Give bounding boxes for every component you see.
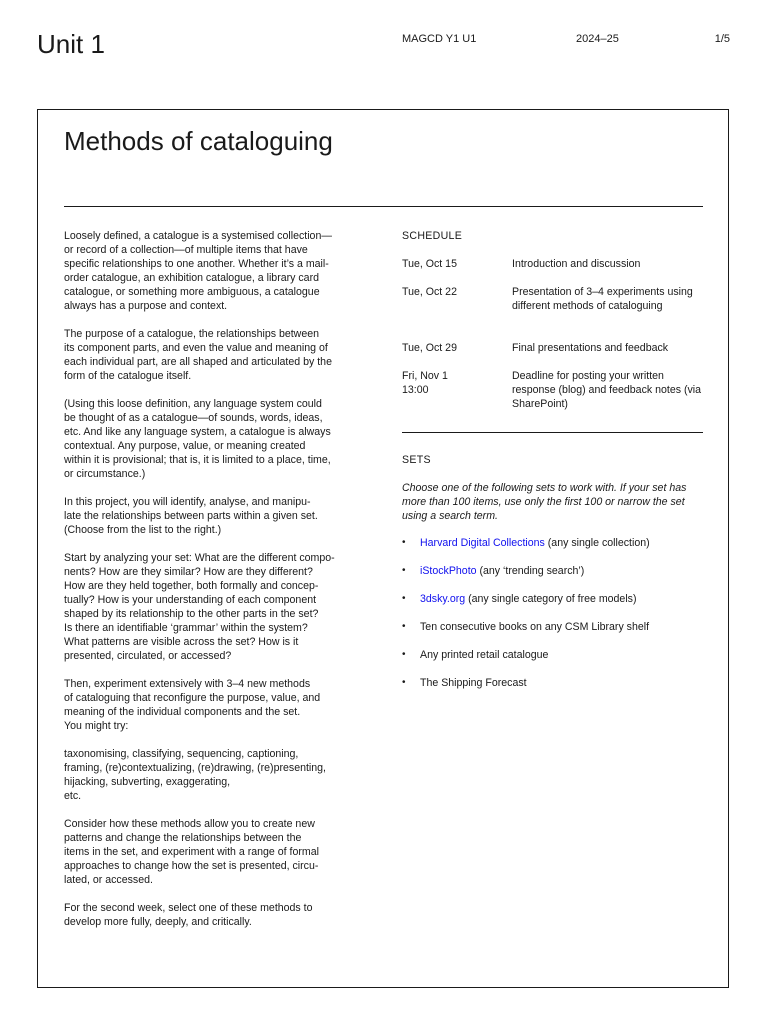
schedule-date: Tue, Oct 22 <box>402 286 457 298</box>
title-divider <box>64 206 703 207</box>
body-paragraph: Loosely defined, a catalogue is a systemised collection— or record of a collection—of multiple items that have specific relationships to one another. Whether it’s a mail- order catalogue, an exhibition catalogue, a library card catalogue, or something more ambiguous, a catalogue always has a purpose and context. <box>64 230 332 312</box>
set-item-text <box>420 564 703 578</box>
bullet-icon: • <box>402 593 406 604</box>
page-title: Methods of cataloguing <box>64 126 333 156</box>
body-paragraph: (Using this loose definition, any language system could be thought of as a catalogue—of sounds, words, ideas, etc. And like any language system, a catalogue is always contextual. Any purpose, value, or meaning created within it is provisional; that is, it is limited to a place, time, or circumstance.) <box>64 398 331 480</box>
set-item-note: (any single collection) <box>544 537 650 549</box>
body-paragraph: Then, experiment extensively with 3–4 new methods of cataloguing that reconfigure the purpose, value, and meaning of the individual components and the set. You might try: <box>64 678 321 732</box>
set-item-note: (any single category of free models) <box>465 593 637 605</box>
schedule-description: Final presentations and feedback <box>512 342 669 354</box>
set-item-text <box>420 536 703 550</box>
bullet-icon: • <box>402 565 406 576</box>
body-paragraph: For the second week, select one of these methods to develop more fully, deeply, and critically. <box>64 902 313 928</box>
sets-heading: SETS <box>402 454 431 466</box>
schedule-heading: SCHEDULE <box>402 230 463 242</box>
body-paragraph: taxonomising, classifying, sequencing, captioning, framing, (re)contextualizing, (re)drawing, (re)presenting, hijacking, subverting, exaggerating, etc. <box>64 748 327 802</box>
3dsky-link[interactable]: 3dsky.org <box>420 593 466 605</box>
istockphoto-link[interactable]: iStockPhoto <box>420 565 477 577</box>
unit-title: Unit 1 <box>37 29 105 59</box>
body-paragraph: Start by analyzing your set: What are the different compo- nents? How are they similar? How are they different? How are they held together, both formally and concep- tually? How is your understanding of each component shaped by its relationship to the other parts in the set? Is there an identifiable ‘grammar’ within the system? What patterns are visible across the set? How is it presented, circulated, or accessed? <box>64 552 335 662</box>
page-number: 1/5 <box>714 33 730 45</box>
course-code: MAGCD Y1 U1 <box>402 33 477 45</box>
schedule-description: Deadline for posting your written response (blog) and feedback notes (via SharePoint) <box>512 370 702 410</box>
body-paragraph: In this project, you will identify, analyse, and manipu- late the relationships between parts within a given set. (Choose from the list to the right.) <box>64 496 318 536</box>
set-item-text: The Shipping Forecast <box>420 677 527 689</box>
sets-intro: Choose one of the following sets to work with. If your set has more than 100 items, use only the first 100 or narrow the set using a search term. <box>402 482 687 522</box>
body-paragraph: Consider how these methods allow you to create new patterns and change the relationships between the items in the set, and experiment with a range of formal approaches to change how the set is presented, circu- lated, or accessed. <box>64 818 319 886</box>
schedule-description: Presentation of 3–4 experiments using different methods of cataloguing <box>512 286 693 312</box>
set-item-text <box>420 592 703 606</box>
schedule-date: Tue, Oct 15 <box>402 258 457 270</box>
schedule-date: Fri, Nov 1 13:00 <box>402 370 448 396</box>
body-text-column <box>64 229 368 943</box>
set-item-note: (any ‘trending search’) <box>476 565 585 577</box>
set-item-text: Any printed retail catalogue <box>420 649 549 661</box>
schedule-date: Tue, Oct 29 <box>402 342 457 354</box>
set-item-text: Ten consecutive books on any CSM Library shelf <box>420 621 650 633</box>
bullet-icon: • <box>402 649 406 660</box>
harvard-digital-collections-link[interactable]: Harvard Digital Collections <box>420 537 545 549</box>
bullet-icon: • <box>402 621 406 632</box>
bullet-icon: • <box>402 537 406 548</box>
section-divider <box>402 432 703 433</box>
schedule-description: Introduction and discussion <box>512 258 641 270</box>
body-paragraph: The purpose of a catalogue, the relationships between its component parts, and even the value and meaning of each individual part, are all shaped and articulated by the form of the catalogue itself. <box>64 328 332 382</box>
bullet-icon: • <box>402 677 406 688</box>
academic-year: 2024–25 <box>576 33 619 45</box>
